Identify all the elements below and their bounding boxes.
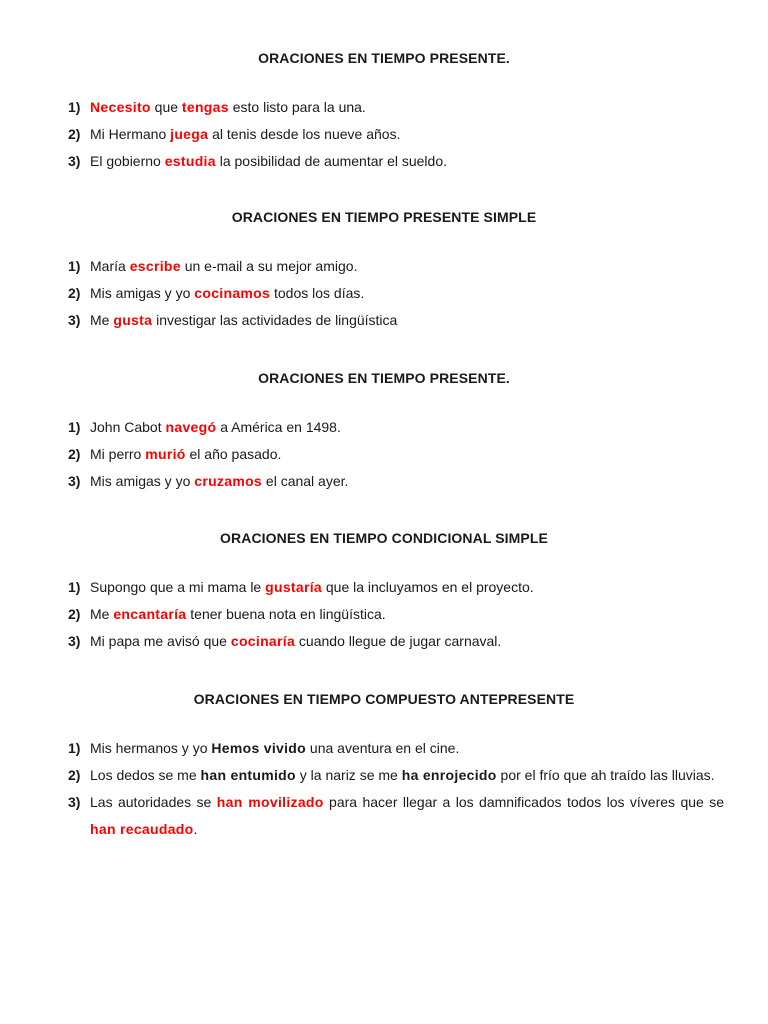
sentence-text: Mi perro [90,446,146,462]
sentence-text: Mis amigas y yo [90,285,195,301]
sentence-text: al tenis desde los nueve años. [208,126,401,142]
item-number: 3) [68,153,81,169]
item-sentence [90,280,724,307]
sentence-text: el canal ayer. [262,473,349,489]
list-item [68,574,724,601]
sentence-text: investigar las actividades de lingüística [152,312,398,328]
list-item [68,253,724,280]
item-number: 2) [68,606,81,622]
highlighted-verb: Necesito [90,99,151,115]
section-title: ORACIONES EN TIEMPO PRESENTE. [258,50,510,66]
highlighted-verb: tengas [181,99,229,115]
highlighted-verb: gustaría [265,579,322,595]
item-sentence [90,94,724,121]
sentence-text: tener buena nota en lingüística. [186,606,386,622]
item-sentence [90,253,724,280]
item-number: 1) [68,740,81,756]
highlighted-verb: cocinaría [230,633,296,649]
item-sentence [90,468,724,495]
sentence-text: y la nariz se me [295,767,402,783]
item-sentence [90,574,724,601]
sentence-text: Supongo que a mi mama le [90,579,266,595]
list-item [68,735,724,762]
sentence-text: Los dedos se me [90,767,201,783]
section-title: ORACIONES EN TIEMPO PRESENTE SIMPLE [231,209,537,225]
sentence-text: Me [90,312,114,328]
sentence-text: a América en 1498. [216,419,341,435]
highlighted-verb: han movilizado [216,794,324,810]
item-number: 1) [68,579,81,595]
item-number: 2) [68,126,81,142]
sentence-text: esto listo para la una. [228,99,366,115]
sentence-text: para hacer llegar a los damnificados todos los víveres que se [323,794,725,810]
highlighted-verb: navegó [165,419,217,435]
list-item [68,280,724,307]
sentence-text: cuando llegue de jugar carnaval. [295,633,502,649]
item-number: 2) [68,285,81,301]
item-sentence [90,148,724,175]
sentence-text: Mi papa me avisó que [90,633,231,649]
section-title: ORACIONES EN TIEMPO CONDICIONAL SIMPLE [220,530,548,546]
item-sentence [90,762,724,789]
item-number: 2) [68,767,81,783]
list-item [68,468,724,495]
item-sentence [90,601,724,628]
list-item [68,601,724,628]
item-number: 3) [68,473,81,489]
list-item [68,628,724,655]
highlighted-verb: murió [145,446,186,462]
item-sentence [90,441,724,468]
list-item [68,789,724,843]
list-item [68,94,724,121]
item-sentence [90,307,724,334]
highlighted-verb: cocinamos [194,285,271,301]
item-sentence [90,735,724,762]
item-sentence [90,789,724,843]
sentence-text: por el frío que ah traído las lluvias. [496,767,715,783]
sentence-text: todos los días. [270,285,365,301]
item-number: 2) [68,446,81,462]
highlighted-verb: han recaudado [90,821,194,837]
list-item [68,148,724,175]
item-sentence [90,628,724,655]
highlighted-verb: estudia [164,153,216,169]
sentence-text: John Cabot [90,419,166,435]
sentence-text: Mis amigas y yo [90,473,195,489]
item-sentence [90,121,724,148]
item-number: 3) [68,633,81,649]
sentence-text: la posibilidad de aumentar el sueldo. [215,153,447,169]
sentence-text: que [150,99,182,115]
item-number: 1) [68,419,81,435]
bold-verb: ha enrojecido [401,767,497,783]
sentence-text: Me [90,606,114,622]
sentence-text: el año pasado. [185,446,282,462]
section-title: ORACIONES EN TIEMPO PRESENTE. [258,370,510,386]
list-item [68,441,724,468]
sentence-text: una aventura en el cine. [306,740,460,756]
sentence-text: un e-mail a su mejor amigo. [180,258,358,274]
sentence-text: . [193,821,198,837]
item-number: 1) [68,258,81,274]
sentence-text: María [90,258,130,274]
item-sentence [90,414,724,441]
sentence-text: Las autoridades se [90,794,217,810]
list-item [68,762,724,789]
sentence-text: que la incluyamos en el proyecto. [321,579,534,595]
highlighted-verb: juega [170,126,209,142]
item-number: 3) [68,794,81,810]
list-item [68,414,724,441]
list-item [68,307,724,334]
sentence-text: Mis hermanos y yo [90,740,212,756]
highlighted-verb: gusta [113,312,153,328]
bold-verb: Hemos vivido [211,740,307,756]
highlighted-verb: escribe [129,258,181,274]
bold-verb: han entumido [200,767,296,783]
item-number: 3) [68,312,81,328]
highlighted-verb: cruzamos [194,473,263,489]
item-number: 1) [68,99,81,115]
highlighted-verb: encantaría [113,606,187,622]
sentence-text: Mi Hermano [90,126,171,142]
section-title: ORACIONES EN TIEMPO COMPUESTO ANTEPRESENTE [193,691,575,707]
list-item [68,121,724,148]
sentence-text: El gobierno [90,153,165,169]
